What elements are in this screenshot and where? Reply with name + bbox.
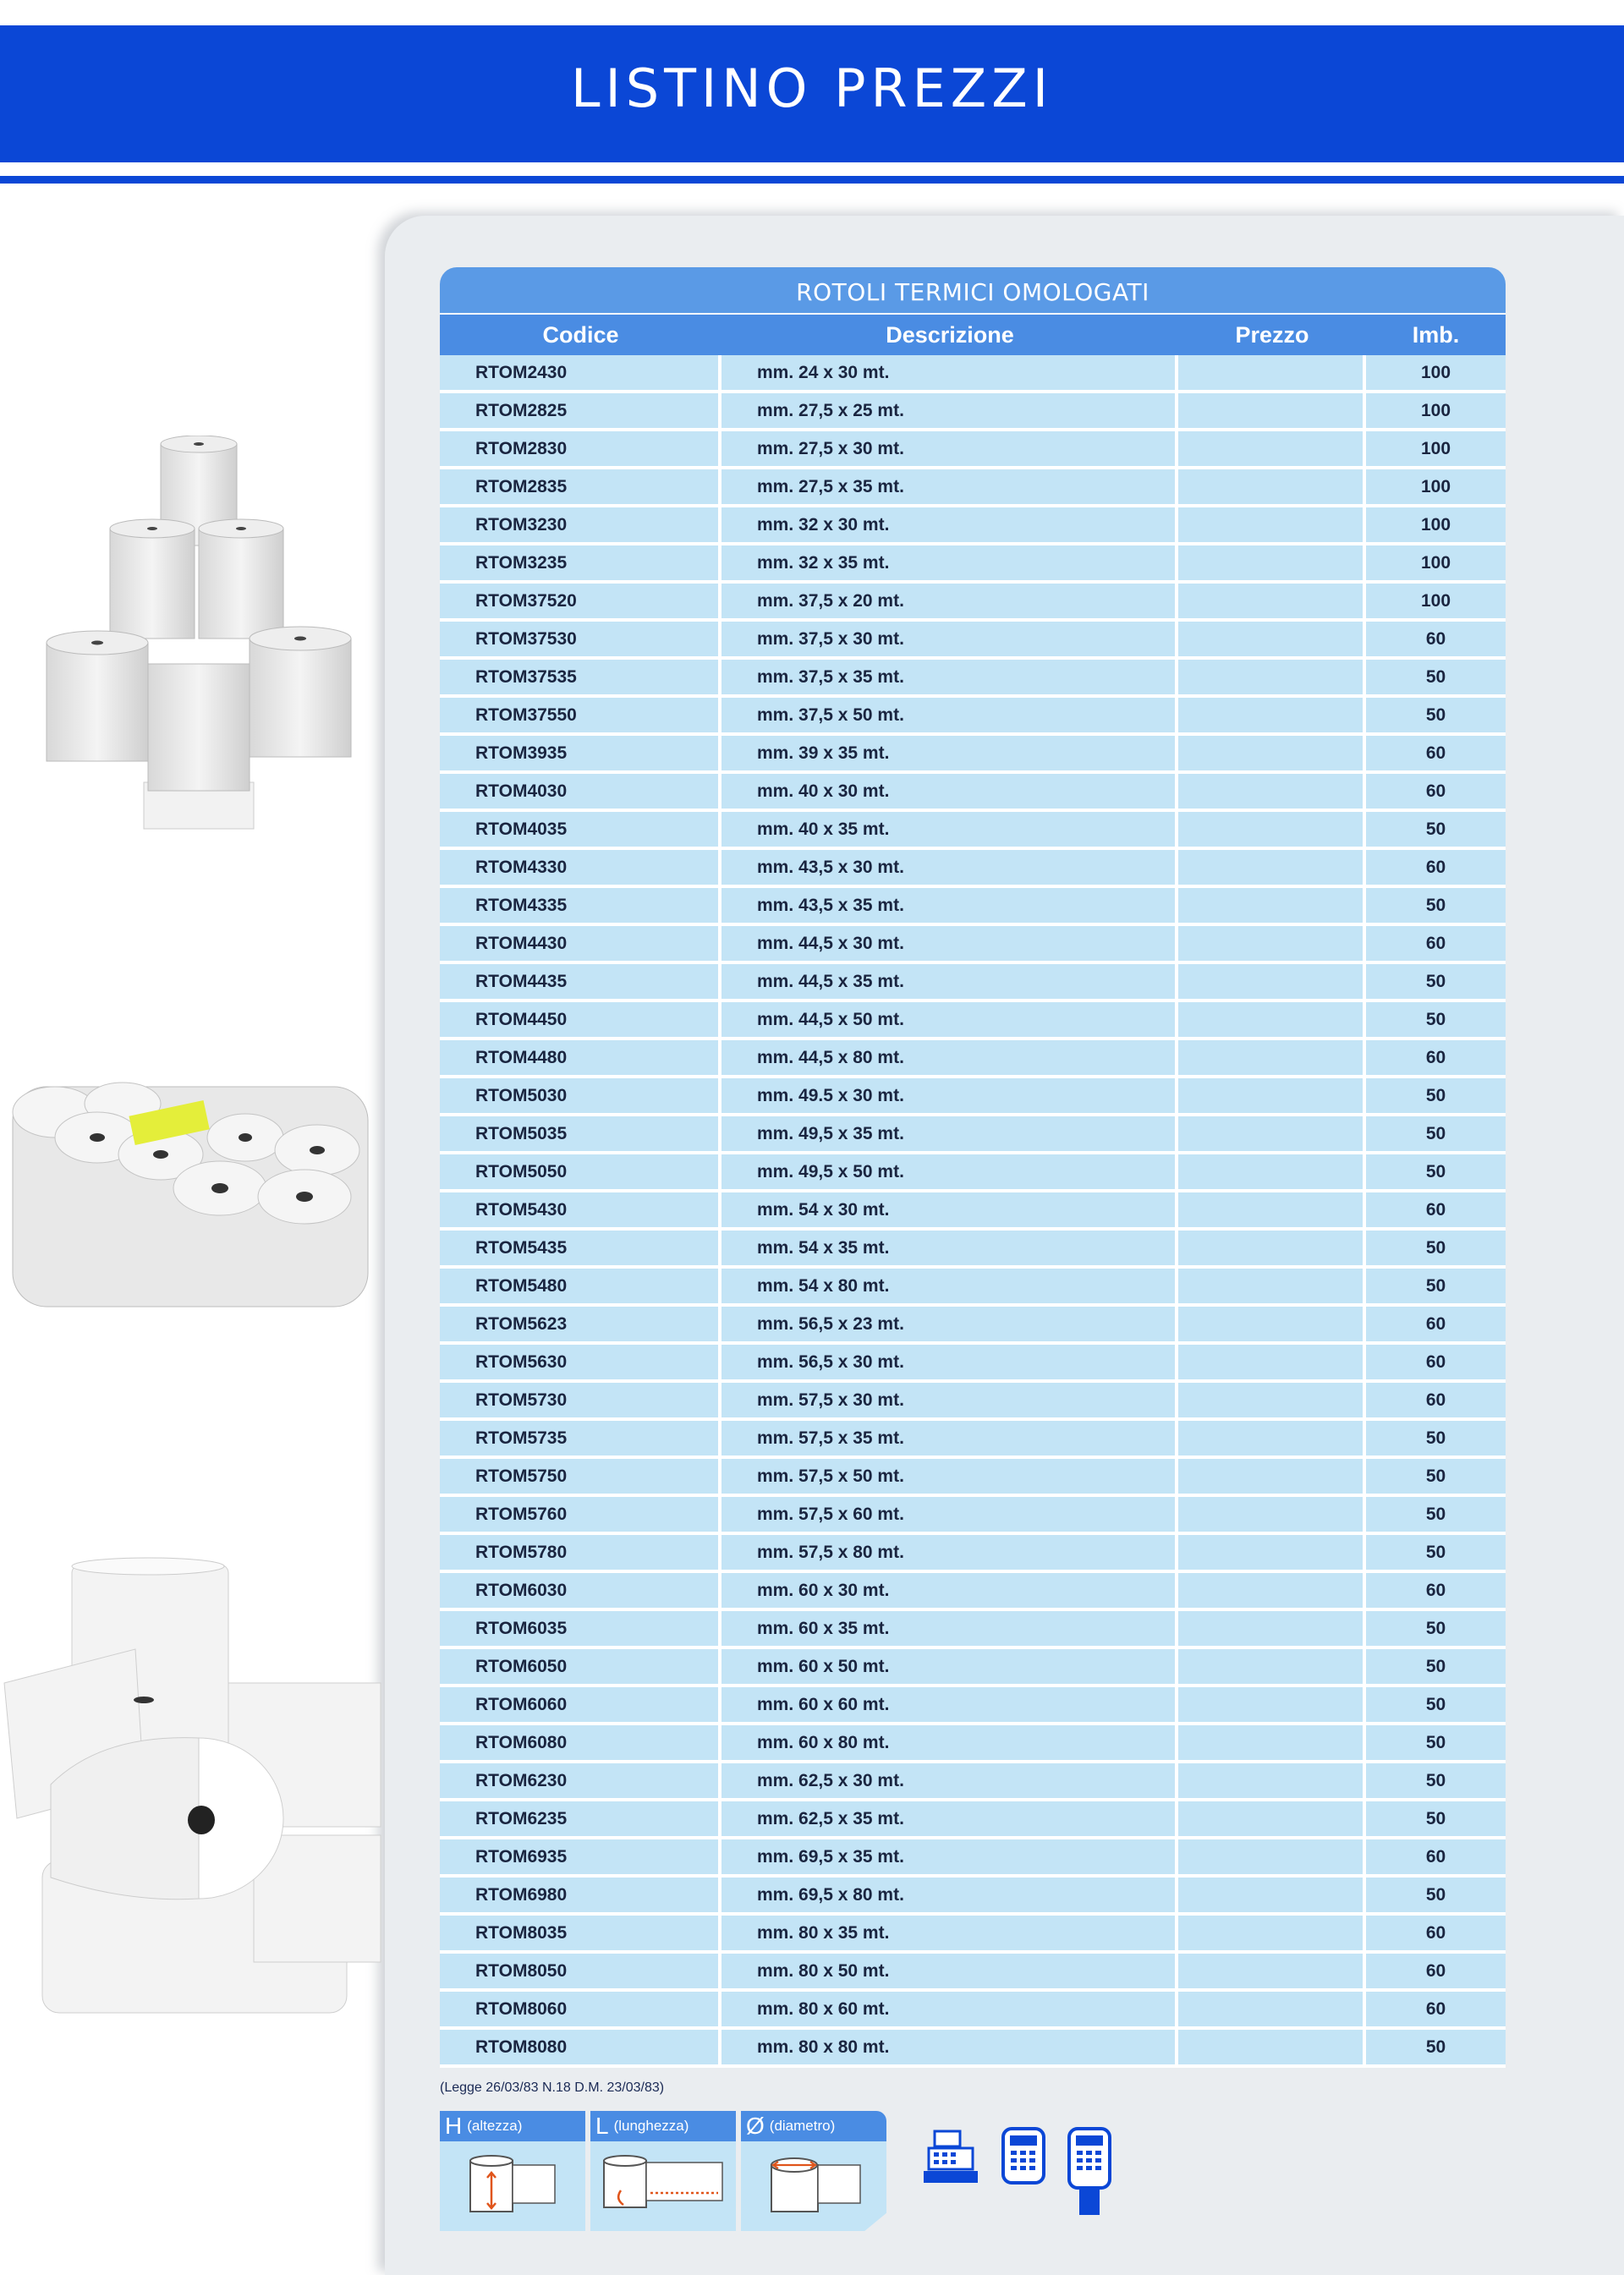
table-row xyxy=(440,2030,1506,2068)
table-row xyxy=(440,698,1506,736)
cell-description: mm. 37,5 x 20 mt. xyxy=(721,584,1178,622)
cell-pack: 60 xyxy=(1366,622,1506,660)
cell-description: mm. 57,5 x 60 mt. xyxy=(721,1497,1178,1535)
cell-description: mm. 56,5 x 30 mt. xyxy=(721,1345,1178,1383)
cell-code: RTOM5035 xyxy=(440,1116,721,1154)
cell-description: mm. 62,5 x 35 mt. xyxy=(721,1801,1178,1839)
cell-description: mm. 57,5 x 80 mt. xyxy=(721,1535,1178,1573)
roll-height-icon xyxy=(466,2152,559,2220)
cell-code: RTOM6080 xyxy=(440,1725,721,1763)
cell-code: RTOM37550 xyxy=(440,698,721,736)
cell-description: mm. 54 x 30 mt. xyxy=(721,1192,1178,1231)
dimension-legend xyxy=(440,2111,886,2231)
cell-code: RTOM5623 xyxy=(440,1307,721,1345)
cell-price xyxy=(1178,1002,1366,1040)
cell-code: RTOM6035 xyxy=(440,1611,721,1649)
cell-description: mm. 49,5 x 35 mt. xyxy=(721,1116,1178,1154)
table-row xyxy=(440,355,1506,393)
cell-description: mm. 80 x 60 mt. xyxy=(721,1992,1178,2030)
cell-description: mm. 24 x 30 mt. xyxy=(721,355,1178,393)
header-divider xyxy=(0,176,1624,184)
cell-price xyxy=(1178,888,1366,926)
legend-diameter xyxy=(741,2111,886,2231)
cell-code: RTOM5480 xyxy=(440,1269,721,1307)
cell-code: RTOM5430 xyxy=(440,1192,721,1231)
table-row xyxy=(440,964,1506,1002)
cell-code: RTOM6235 xyxy=(440,1801,721,1839)
cell-pack: 50 xyxy=(1366,698,1506,736)
cell-description: mm. 43,5 x 35 mt. xyxy=(721,888,1178,926)
cell-code: RTOM4450 xyxy=(440,1002,721,1040)
cell-description: mm. 43,5 x 30 mt. xyxy=(721,850,1178,888)
cell-description: mm. 44,5 x 30 mt. xyxy=(721,926,1178,964)
cell-price xyxy=(1178,1801,1366,1839)
cell-price xyxy=(1178,1763,1366,1801)
cell-code: RTOM4035 xyxy=(440,812,721,850)
table-row xyxy=(440,926,1506,964)
legend-diameter-letter: Ø xyxy=(746,2113,765,2139)
cell-description: mm. 37,5 x 35 mt. xyxy=(721,660,1178,698)
cell-price xyxy=(1178,507,1366,545)
cell-code: RTOM3235 xyxy=(440,545,721,584)
cell-code: RTOM4480 xyxy=(440,1040,721,1078)
column-header-pack: Imb. xyxy=(1412,321,1460,348)
table-row xyxy=(440,1231,1506,1269)
cell-price xyxy=(1178,1839,1366,1878)
handheld-terminal-icon xyxy=(1066,2127,1113,2217)
table-row xyxy=(440,1459,1506,1497)
cell-price xyxy=(1178,660,1366,698)
cell-description: mm. 57,5 x 50 mt. xyxy=(721,1459,1178,1497)
cell-pack: 100 xyxy=(1366,355,1506,393)
cell-description: mm. 49,5 x 50 mt. xyxy=(721,1154,1178,1192)
cell-price xyxy=(1178,1383,1366,1421)
cell-description: mm. 60 x 60 mt. xyxy=(721,1687,1178,1725)
cell-price xyxy=(1178,1992,1366,2030)
cell-pack: 60 xyxy=(1366,1383,1506,1421)
cell-price xyxy=(1178,1878,1366,1916)
cell-pack: 60 xyxy=(1366,1916,1506,1954)
cell-price xyxy=(1178,1459,1366,1497)
cell-price xyxy=(1178,736,1366,774)
cell-pack: 50 xyxy=(1366,1687,1506,1725)
cell-pack: 100 xyxy=(1366,431,1506,469)
cell-code: RTOM3935 xyxy=(440,736,721,774)
cell-code: RTOM5780 xyxy=(440,1535,721,1573)
cell-description: mm. 49.5 x 30 mt. xyxy=(721,1078,1178,1116)
cell-code: RTOM2830 xyxy=(440,431,721,469)
cell-price xyxy=(1178,584,1366,622)
rolls-pack-photo xyxy=(4,1061,385,1366)
table-row xyxy=(440,1192,1506,1231)
cash-register-icon xyxy=(922,2127,981,2186)
cell-description: mm. 69,5 x 35 mt. xyxy=(721,1839,1178,1878)
cell-description: mm. 32 x 35 mt. xyxy=(721,545,1178,584)
cell-pack: 60 xyxy=(1366,1992,1506,2030)
cell-price xyxy=(1178,1916,1366,1954)
cell-code: RTOM4030 xyxy=(440,774,721,812)
cell-price xyxy=(1178,1192,1366,1231)
cell-pack: 60 xyxy=(1366,1040,1506,1078)
cell-price xyxy=(1178,469,1366,507)
cell-pack: 50 xyxy=(1366,1878,1506,1916)
cell-code: RTOM4335 xyxy=(440,888,721,926)
cell-code: RTOM5760 xyxy=(440,1497,721,1535)
legal-note: (Legge 26/03/83 N.18 D.M. 23/03/83) xyxy=(440,2080,665,2095)
table-row xyxy=(440,1307,1506,1345)
cell-code: RTOM4430 xyxy=(440,926,721,964)
cell-pack: 100 xyxy=(1366,584,1506,622)
cell-price xyxy=(1178,1687,1366,1725)
cell-code: RTOM4330 xyxy=(440,850,721,888)
cell-price xyxy=(1178,622,1366,660)
cell-description: mm. 44,5 x 35 mt. xyxy=(721,964,1178,1002)
cell-code: RTOM5735 xyxy=(440,1421,721,1459)
cell-pack: 60 xyxy=(1366,1954,1506,1992)
table-row xyxy=(440,622,1506,660)
table-row xyxy=(440,1040,1506,1078)
cell-pack: 50 xyxy=(1366,1002,1506,1040)
table-header-row xyxy=(440,313,1506,355)
legend-height xyxy=(440,2111,585,2231)
cell-pack: 50 xyxy=(1366,1611,1506,1649)
cell-code: RTOM5435 xyxy=(440,1231,721,1269)
table-row xyxy=(440,1954,1506,1992)
cell-pack: 50 xyxy=(1366,1231,1506,1269)
cell-price xyxy=(1178,1231,1366,1269)
cell-pack: 50 xyxy=(1366,1269,1506,1307)
cell-price xyxy=(1178,850,1366,888)
table-row xyxy=(440,774,1506,812)
cell-pack: 60 xyxy=(1366,774,1506,812)
table-row xyxy=(440,431,1506,469)
table-row xyxy=(440,507,1506,545)
cell-code: RTOM5030 xyxy=(440,1078,721,1116)
cell-price xyxy=(1178,698,1366,736)
cell-description: mm. 37,5 x 50 mt. xyxy=(721,698,1178,736)
cell-code: RTOM6050 xyxy=(440,1649,721,1687)
table-row xyxy=(440,660,1506,698)
table-row xyxy=(440,812,1506,850)
roll-length-icon xyxy=(600,2152,727,2220)
cell-pack: 50 xyxy=(1366,1535,1506,1573)
cell-pack: 60 xyxy=(1366,926,1506,964)
cell-pack: 50 xyxy=(1366,1116,1506,1154)
legend-diameter-label: (diametro) xyxy=(769,2118,836,2134)
table-row xyxy=(440,393,1506,431)
cell-price xyxy=(1178,1611,1366,1649)
cell-description: mm. 44,5 x 50 mt. xyxy=(721,1002,1178,1040)
cell-description: mm. 37,5 x 30 mt. xyxy=(721,622,1178,660)
legend-height-letter: H xyxy=(445,2113,463,2139)
legend-height-label: (altezza) xyxy=(467,2118,523,2134)
cell-price xyxy=(1178,545,1366,584)
cell-pack: 50 xyxy=(1366,660,1506,698)
table-row xyxy=(440,1992,1506,2030)
cell-pack: 50 xyxy=(1366,1649,1506,1687)
price-table xyxy=(440,267,1506,2068)
cell-description: mm. 57,5 x 35 mt. xyxy=(721,1421,1178,1459)
cell-pack: 50 xyxy=(1366,1497,1506,1535)
cell-description: mm. 54 x 35 mt. xyxy=(721,1231,1178,1269)
cell-pack: 50 xyxy=(1366,888,1506,926)
cell-code: RTOM4435 xyxy=(440,964,721,1002)
table-row xyxy=(440,1763,1506,1801)
table-row xyxy=(440,545,1506,584)
table-row xyxy=(440,888,1506,926)
column-header-price: Prezzo xyxy=(1235,321,1309,348)
legend-length-label: (lunghezza) xyxy=(613,2118,689,2134)
rolls-loose-photo xyxy=(0,1556,385,2021)
cell-code: RTOM5050 xyxy=(440,1154,721,1192)
cell-price xyxy=(1178,1307,1366,1345)
cell-pack: 50 xyxy=(1366,1421,1506,1459)
cell-code: RTOM2835 xyxy=(440,469,721,507)
table-row xyxy=(440,584,1506,622)
cell-code: RTOM37530 xyxy=(440,622,721,660)
cell-pack: 60 xyxy=(1366,850,1506,888)
table-row xyxy=(440,1383,1506,1421)
cell-code: RTOM6060 xyxy=(440,1687,721,1725)
cell-description: mm. 40 x 30 mt. xyxy=(721,774,1178,812)
cell-code: RTOM6935 xyxy=(440,1839,721,1878)
cell-price xyxy=(1178,393,1366,431)
table-row xyxy=(440,736,1506,774)
cell-pack: 50 xyxy=(1366,812,1506,850)
table-row xyxy=(440,1573,1506,1611)
cell-pack: 60 xyxy=(1366,1307,1506,1345)
table-title: ROTOLI TERMICI OMOLOGATI xyxy=(440,267,1506,313)
table-row xyxy=(440,1497,1506,1535)
roll-diameter-icon xyxy=(763,2152,864,2220)
table-row xyxy=(440,1002,1506,1040)
cell-pack: 50 xyxy=(1366,1154,1506,1192)
table-row xyxy=(440,1154,1506,1192)
column-header-description: Descrizione xyxy=(886,321,1014,348)
cell-price xyxy=(1178,1269,1366,1307)
cell-code: RTOM5750 xyxy=(440,1459,721,1497)
cell-description: mm. 57,5 x 30 mt. xyxy=(721,1383,1178,1421)
cell-code: RTOM37520 xyxy=(440,584,721,622)
cell-description: mm. 40 x 35 mt. xyxy=(721,812,1178,850)
cell-pack: 50 xyxy=(1366,964,1506,1002)
page-title: LISTINO PREZZI xyxy=(570,58,1054,119)
cell-price xyxy=(1178,2030,1366,2068)
table-row xyxy=(440,1269,1506,1307)
cell-price xyxy=(1178,926,1366,964)
cell-price xyxy=(1178,1154,1366,1192)
cell-pack: 60 xyxy=(1366,1345,1506,1383)
cell-price xyxy=(1178,1497,1366,1535)
cell-description: mm. 60 x 80 mt. xyxy=(721,1725,1178,1763)
legend-length-letter: L xyxy=(595,2113,609,2139)
cell-code: RTOM6980 xyxy=(440,1878,721,1916)
cell-price xyxy=(1178,774,1366,812)
cell-description: mm. 60 x 35 mt. xyxy=(721,1611,1178,1649)
cell-price xyxy=(1178,1535,1366,1573)
cell-price xyxy=(1178,1573,1366,1611)
legend-length xyxy=(590,2111,736,2231)
cell-pack: 50 xyxy=(1366,1763,1506,1801)
table-row xyxy=(440,1916,1506,1954)
cell-pack: 50 xyxy=(1366,2030,1506,2068)
cell-pack: 100 xyxy=(1366,393,1506,431)
table-row xyxy=(440,1078,1506,1116)
cell-description: mm. 60 x 30 mt. xyxy=(721,1573,1178,1611)
column-header-code: Codice xyxy=(542,321,619,348)
cell-description: mm. 60 x 50 mt. xyxy=(721,1649,1178,1687)
table-row xyxy=(440,1801,1506,1839)
cell-code: RTOM8035 xyxy=(440,1916,721,1954)
cell-price xyxy=(1178,355,1366,393)
cell-price xyxy=(1178,1725,1366,1763)
cell-code: RTOM6030 xyxy=(440,1573,721,1611)
cell-code: RTOM8080 xyxy=(440,2030,721,2068)
table-row xyxy=(440,1878,1506,1916)
cell-price xyxy=(1178,1116,1366,1154)
cell-code: RTOM3230 xyxy=(440,507,721,545)
cell-pack: 100 xyxy=(1366,545,1506,584)
rolls-pyramid-photo xyxy=(42,436,355,833)
cell-description: mm. 69,5 x 80 mt. xyxy=(721,1878,1178,1916)
table-row xyxy=(440,1725,1506,1763)
cell-pack: 50 xyxy=(1366,1078,1506,1116)
cell-pack: 100 xyxy=(1366,507,1506,545)
cell-pack: 60 xyxy=(1366,1573,1506,1611)
cell-description: mm. 39 x 35 mt. xyxy=(721,736,1178,774)
cell-pack: 50 xyxy=(1366,1801,1506,1839)
cell-pack: 100 xyxy=(1366,469,1506,507)
cell-price xyxy=(1178,1954,1366,1992)
cell-price xyxy=(1178,1040,1366,1078)
cell-price xyxy=(1178,812,1366,850)
cell-description: mm. 80 x 80 mt. xyxy=(721,2030,1178,2068)
cell-description: mm. 27,5 x 25 mt. xyxy=(721,393,1178,431)
cell-price xyxy=(1178,431,1366,469)
cell-code: RTOM2825 xyxy=(440,393,721,431)
cell-code: RTOM8060 xyxy=(440,1992,721,2030)
cell-description: mm. 27,5 x 35 mt. xyxy=(721,469,1178,507)
cell-description: mm. 54 x 80 mt. xyxy=(721,1269,1178,1307)
pos-terminal-icon xyxy=(1000,2127,1047,2186)
cell-code: RTOM6230 xyxy=(440,1763,721,1801)
cell-pack: 60 xyxy=(1366,736,1506,774)
cell-pack: 60 xyxy=(1366,1192,1506,1231)
table-row xyxy=(440,1345,1506,1383)
table-row xyxy=(440,1687,1506,1725)
cell-description: mm. 80 x 50 mt. xyxy=(721,1954,1178,1992)
cell-code: RTOM37535 xyxy=(440,660,721,698)
cell-description: mm. 27,5 x 30 mt. xyxy=(721,431,1178,469)
cell-price xyxy=(1178,1345,1366,1383)
table-row xyxy=(440,1839,1506,1878)
table-row xyxy=(440,1611,1506,1649)
cell-code: RTOM5630 xyxy=(440,1345,721,1383)
cell-pack: 50 xyxy=(1366,1459,1506,1497)
cell-pack: 60 xyxy=(1366,1839,1506,1878)
cell-price xyxy=(1178,1078,1366,1116)
cell-price xyxy=(1178,1649,1366,1687)
cell-description: mm. 80 x 35 mt. xyxy=(721,1916,1178,1954)
cell-code: RTOM2430 xyxy=(440,355,721,393)
cell-code: RTOM8050 xyxy=(440,1954,721,1992)
table-row xyxy=(440,1535,1506,1573)
table-row xyxy=(440,850,1506,888)
table-body xyxy=(440,355,1506,2068)
cell-description: mm. 44,5 x 80 mt. xyxy=(721,1040,1178,1078)
cell-price xyxy=(1178,1421,1366,1459)
table-row xyxy=(440,469,1506,507)
table-row xyxy=(440,1649,1506,1687)
cell-description: mm. 62,5 x 30 mt. xyxy=(721,1763,1178,1801)
table-row xyxy=(440,1116,1506,1154)
cell-code: RTOM5730 xyxy=(440,1383,721,1421)
compatible-devices xyxy=(922,2127,1113,2217)
cell-pack: 50 xyxy=(1366,1725,1506,1763)
cell-description: mm. 56,5 x 23 mt. xyxy=(721,1307,1178,1345)
cell-price xyxy=(1178,964,1366,1002)
table-row xyxy=(440,1421,1506,1459)
cell-description: mm. 32 x 30 mt. xyxy=(721,507,1178,545)
